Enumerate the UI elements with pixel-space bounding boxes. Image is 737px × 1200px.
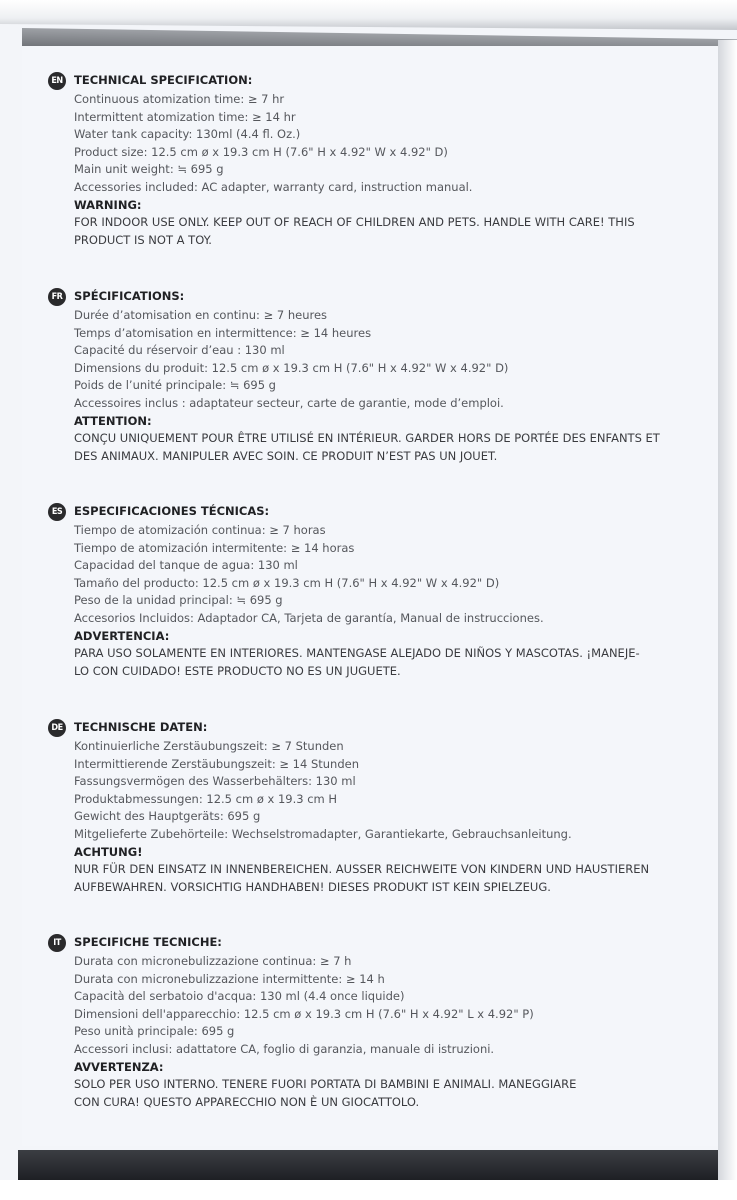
spec-line: Intermittent atomization time: ≥ 14 hr [74, 109, 296, 124]
section-title: TECHNISCHE DATEN: [74, 720, 208, 734]
warning-text: PRODUCT IS NOT A TOY. [74, 232, 212, 247]
spec-line: Capacité du réservoir d’eau : 130 ml [74, 343, 285, 358]
box-bottom-band [18, 1150, 718, 1180]
spec-line: Main unit weight: ≒ 695 g [74, 162, 224, 177]
spec-line: Capacità del serbatoio d'acqua: 130 ml (4.4 once liquide) [74, 989, 405, 1004]
spec-lines [74, 307, 704, 465]
language-badge-icon: DE [48, 719, 66, 737]
background-bottom [0, 1180, 737, 1200]
warning-text: AUFBEWAHREN. VORSICHTIG HANDHABEN! DIESES PRODUKT IST KEIN SPIELZEUG. [74, 879, 551, 894]
warning-text: NUR FÜR DEN EINSATZ IN INNENBEREICHEN. AUSSER REICHWEITE VON KINDERN UND HAUSTIEREN [74, 862, 650, 877]
spec-line: Poids de l’unité principale: ≒ 695 g [74, 378, 276, 393]
warning-title: AVVERTENZA: [74, 1059, 164, 1074]
language-badge-icon: IT [48, 934, 66, 952]
spec-line: Peso unità principale: 695 g [74, 1024, 235, 1039]
warning-title: WARNING: [74, 197, 142, 212]
spec-lines [74, 953, 704, 1111]
warning-text: DES ANIMAUX. MANIPULER AVEC SOIN. CE PRODUIT N’EST PAS UN JOUET. [74, 448, 498, 463]
spec-lines [74, 522, 704, 680]
warning-title: ATTENTION: [74, 413, 152, 428]
spec-line: Peso de la unidad principal: ≒ 695 g [74, 593, 283, 608]
warning-text: SOLO PER USO INTERNO. TENERE FUORI PORTATA DI BAMBINI E ANIMALI. MANEGGIARE [74, 1077, 577, 1092]
section-title: TECHNICAL SPECIFICATION: [74, 73, 253, 87]
spec-line: Accesorios Incluidos: Adaptador CA, Tarjeta de garantía, Manual de instrucciones. [74, 610, 544, 625]
spec-line: Gewicht des Hauptgeräts: 695 g [74, 809, 261, 824]
section-title: SPECIFICHE TECNICHE: [74, 935, 222, 949]
spec-lines [74, 738, 704, 896]
spec-line: Water tank capacity: 130ml (4.4 fl. Oz.) [74, 127, 301, 142]
language-badge-icon: FR [48, 288, 66, 306]
spec-line: Accessori inclusi: adattatore CA, foglio di garanzia, manuale di istruzioni. [74, 1041, 495, 1056]
spec-line: Continuous atomization time: ≥ 7 hr [74, 92, 285, 106]
spec-line: Durata con micronebulizzazione intermittente: ≥ 14 h [74, 971, 385, 986]
warning-text: PARA USO SOLAMENTE EN INTERIORES. MANTENGASE ALEJADO DE NIÑOS Y MASCOTAS. ¡MANEJE- [74, 646, 640, 661]
language-badge-icon: EN [48, 72, 66, 90]
spec-line: Product size: 12.5 cm ø x 19.3 cm H (7.6" H x 4.92" W x 4.92" D) [74, 144, 448, 159]
spec-line: Dimensions du produit: 12.5 cm ø x 19.3 cm H (7.6" H x 4.92" W x 4.92" D) [74, 360, 509, 375]
spec-lines [74, 91, 704, 249]
spec-line: Durata con micronebulizzazione continua: ≥ 7 h [74, 954, 352, 968]
spec-line: Accessoires inclus : adaptateur secteur, carte de garantie, mode d’emploi. [74, 395, 504, 410]
warning-title: ADVERTENCIA: [74, 628, 170, 643]
section-title: SPÉCIFICATIONS: [74, 289, 185, 303]
spec-line: Mitgelieferte Zubehörteile: Wechselstromadapter, Garantiekarte, Gebrauchsanleitung. [74, 826, 572, 841]
section-title: ESPECIFICACIONES TÉCNICAS: [74, 504, 270, 518]
warning-text: CONÇU UNIQUEMENT POUR ÊTRE UTILISÉ EN INTÉRIEUR. GARDER HORS DE PORTÉE DES ENFANTS ET [74, 431, 660, 446]
spec-line: Fassungsvermögen des Wasserbehälters: 130 ml [74, 774, 356, 789]
spec-line: Produktabmessungen: 12.5 cm ø x 19.3 cm H [74, 791, 338, 806]
spec-line: Kontinuierliche Zerstäubungszeit: ≥ 7 Stunden [74, 739, 344, 753]
warning-text: CON CURA! QUESTO APPARECCHIO NON È UN GIOCATTOLO. [74, 1094, 420, 1109]
warning-text: FOR INDOOR USE ONLY. KEEP OUT OF REACH OF CHILDREN AND PETS. HANDLE WITH CARE! THIS [74, 215, 635, 230]
warning-text: LO CON CUIDADO! ESTE PRODUCTO NO ES UN JUGUETE. [74, 663, 401, 678]
language-badge-icon: ES [48, 503, 66, 521]
box-right-edge [718, 40, 737, 1200]
spec-line: Tiempo de atomización continua: ≥ 7 horas [74, 523, 326, 537]
spec-line: Dimensioni dell'apparecchio: 12.5 cm ø x 19.3 cm H (7.6" H x 4.92" L x 4.92" P) [74, 1006, 534, 1021]
spec-line: Durée d’atomisation en continu: ≥ 7 heures [74, 308, 328, 322]
spec-line: Capacidad del tanque de agua: 130 ml [74, 558, 298, 573]
spec-line: Tiempo de atomización intermitente: ≥ 14 horas [74, 540, 355, 555]
spec-line: Intermittierende Zerstäubungszeit: ≥ 14 Stunden [74, 756, 360, 771]
spec-line: Temps d’atomisation en intermittence: ≥ 14 heures [74, 325, 372, 340]
warning-title: ACHTUNG! [74, 844, 143, 859]
spec-line: Accessories included: AC adapter, warranty card, instruction manual. [74, 179, 473, 194]
spec-line: Tamaño del producto: 12.5 cm ø x 19.3 cm H (7.6" H x 4.92" W x 4.92" D) [74, 575, 500, 590]
